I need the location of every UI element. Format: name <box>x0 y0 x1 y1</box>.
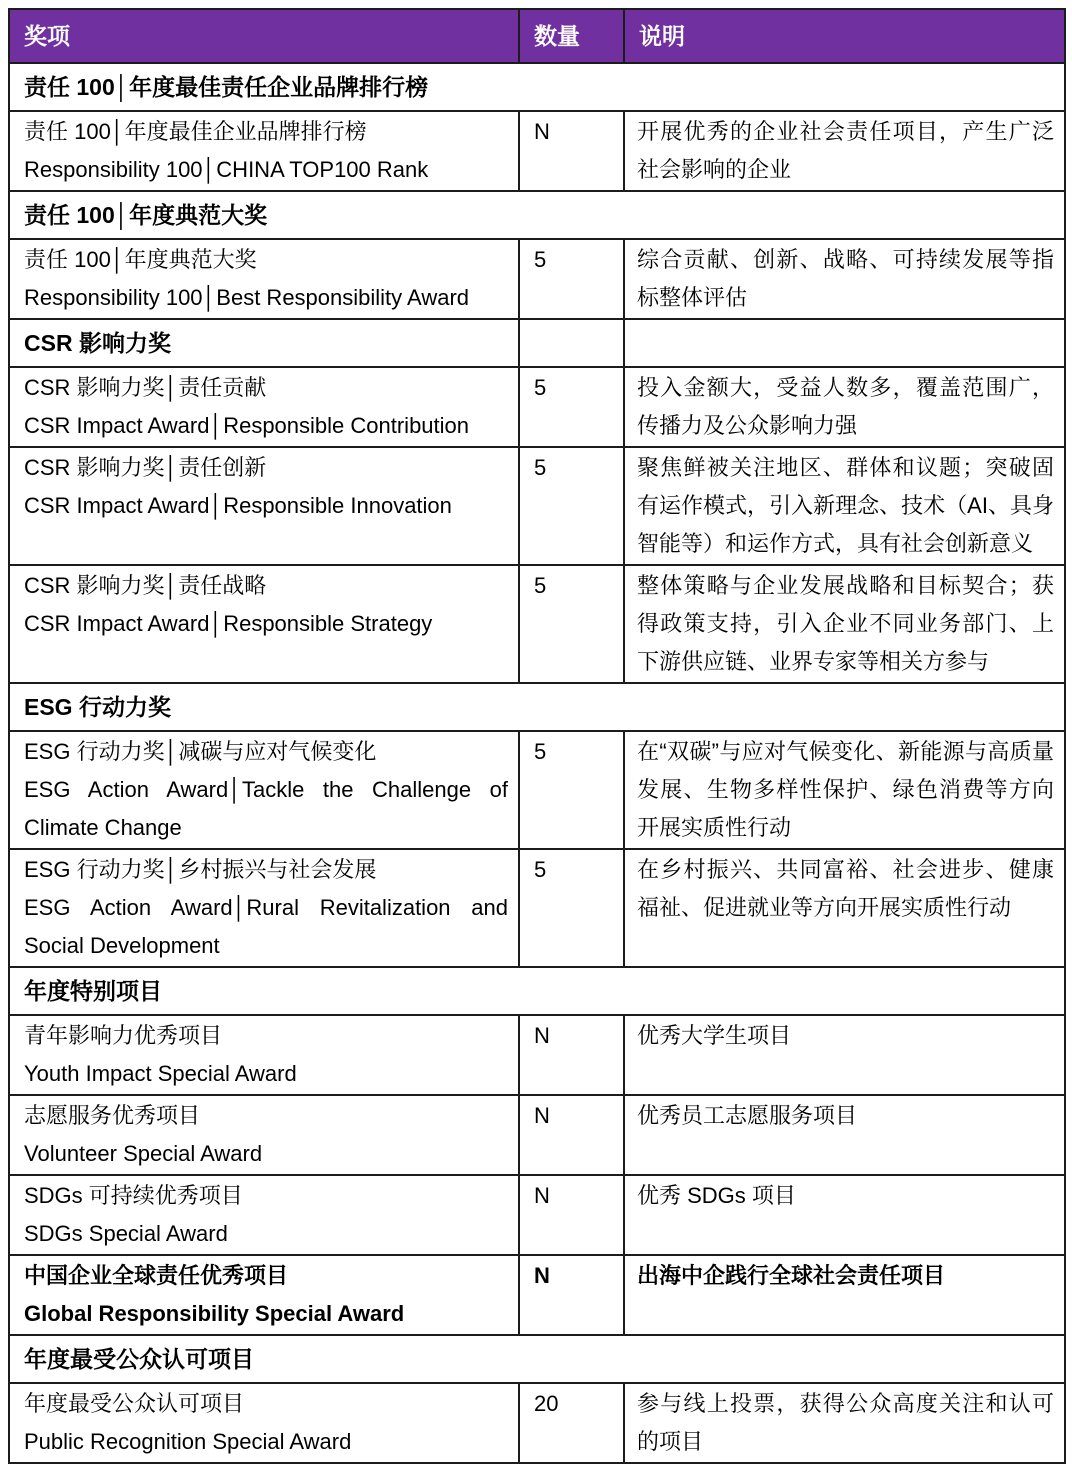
award-name-zh: CSR 影响力奖│责任创新 <box>24 455 267 480</box>
awards-table <box>8 8 1066 1464</box>
quantity-cell: 5 <box>519 239 624 319</box>
award-name-en: Responsibility 100│Best Responsibility Award <box>24 285 470 310</box>
quantity-cell: 5 <box>519 849 624 967</box>
award-name-en: Volunteer Special Award <box>24 1141 263 1166</box>
description-cell: 综合贡献、创新、战略、可持续发展等指标整体评估 <box>624 239 1065 319</box>
award-row <box>9 1255 1065 1335</box>
column-header-award: 奖项 <box>9 9 519 63</box>
award-row <box>9 447 1065 565</box>
section-row <box>9 683 1065 731</box>
section-row <box>9 63 1065 111</box>
award-name-zh: 志愿服务优秀项目 <box>24 1103 201 1128</box>
quantity-cell: 5 <box>519 447 624 565</box>
description-cell: 投入金额大，受益人数多，覆盖范围广，传播力及公众影响力强 <box>624 367 1065 447</box>
table-body <box>9 63 1065 1463</box>
description-cell: 聚焦鲜被关注地区、群体和议题；突破固有运作模式，引入新理念、技术（AI、具身智能等）和运作方式，具有社会创新意义 <box>624 447 1065 565</box>
award-name-zh: ESG 行动力奖│乡村振兴与社会发展 <box>24 857 377 882</box>
award-row <box>9 1095 1065 1175</box>
section-title: 年度特别项目 <box>9 967 1065 1015</box>
award-name-cell <box>9 731 519 849</box>
award-row <box>9 367 1065 447</box>
award-name-cell <box>9 239 519 319</box>
section-row <box>9 191 1065 239</box>
empty-cell <box>519 319 624 367</box>
award-row <box>9 1383 1065 1463</box>
section-title: 责任 100│年度最佳责任企业品牌排行榜 <box>9 63 1065 111</box>
description-cell: 出海中企践行全球社会责任项目 <box>624 1255 1065 1335</box>
section-title: ESG 行动力奖 <box>9 683 1065 731</box>
description-cell: 优秀 SDGs 项目 <box>624 1175 1065 1255</box>
award-name-en: Global Responsibility Special Award <box>24 1301 405 1326</box>
award-name-en: CSR Impact Award│Responsible Innovation <box>24 493 452 518</box>
award-row <box>9 239 1065 319</box>
award-name-zh: CSR 影响力奖│责任战略 <box>24 573 267 598</box>
column-header-quantity: 数量 <box>519 9 624 63</box>
award-name-en: Public Recognition Special Award <box>24 1429 352 1454</box>
award-name-zh: 责任 100│年度典范大奖 <box>24 247 257 272</box>
section-title: CSR 影响力奖 <box>9 319 519 367</box>
quantity-cell: N <box>519 1255 624 1335</box>
quantity-cell: N <box>519 1175 624 1255</box>
award-name-cell <box>9 849 519 967</box>
quantity-cell: N <box>519 111 624 191</box>
award-name-en: Youth Impact Special Award <box>24 1061 297 1086</box>
award-row <box>9 111 1065 191</box>
quantity-cell: 5 <box>519 565 624 683</box>
award-name-zh: ESG 行动力奖│减碳与应对气候变化 <box>24 739 377 764</box>
section-title: 责任 100│年度典范大奖 <box>9 191 1065 239</box>
award-name-zh: 中国企业全球责任优秀项目 <box>24 1263 289 1288</box>
quantity-cell: 5 <box>519 731 624 849</box>
award-row <box>9 849 1065 967</box>
award-name-cell <box>9 367 519 447</box>
award-row <box>9 1015 1065 1095</box>
award-name-cell <box>9 111 519 191</box>
description-cell: 优秀大学生项目 <box>624 1015 1065 1095</box>
award-name-cell <box>9 1383 519 1463</box>
column-header-description: 说明 <box>624 9 1065 63</box>
section-row <box>9 319 1065 367</box>
description-cell: 优秀员工志愿服务项目 <box>624 1095 1065 1175</box>
award-row <box>9 1175 1065 1255</box>
award-name-en: CSR Impact Award│Responsible Contribution <box>24 413 470 438</box>
section-title: 年度最受公众认可项目 <box>9 1335 1065 1383</box>
award-name-en: SDGs Special Award <box>24 1221 228 1246</box>
award-name-zh: 年度最受公众认可项目 <box>24 1391 245 1416</box>
description-cell: 整体策略与企业发展战略和目标契合；获得政策支持，引入企业不同业务部门、上下游供应链、业界专家等相关方参与 <box>624 565 1065 683</box>
award-name-en: ESG Action Award│Rural Revitalization and Social Development <box>24 895 508 958</box>
award-row <box>9 731 1065 849</box>
award-name-cell <box>9 565 519 683</box>
award-name-cell <box>9 1255 519 1335</box>
award-name-zh: CSR 影响力奖│责任贡献 <box>24 375 267 400</box>
award-name-cell <box>9 1095 519 1175</box>
award-name-zh: SDGs 可持续优秀项目 <box>24 1183 243 1208</box>
description-cell: 开展优秀的企业社会责任项目，产生广泛社会影响的企业 <box>624 111 1065 191</box>
empty-cell <box>624 319 1065 367</box>
table-header-row <box>9 9 1065 63</box>
description-cell: 参与线上投票，获得公众高度关注和认可的项目 <box>624 1383 1065 1463</box>
award-name-en: Responsibility 100│CHINA TOP100 Rank <box>24 157 429 182</box>
section-row <box>9 1335 1065 1383</box>
quantity-cell: N <box>519 1095 624 1175</box>
description-cell: 在“双碳”与应对气候变化、新能源与高质量发展、生物多样性保护、绿色消费等方向开展实质性行动 <box>624 731 1065 849</box>
award-name-cell <box>9 1175 519 1255</box>
quantity-cell: 5 <box>519 367 624 447</box>
award-row <box>9 565 1065 683</box>
description-cell: 在乡村振兴、共同富裕、社会进步、健康福祉、促进就业等方向开展实质性行动 <box>624 849 1065 967</box>
section-row <box>9 967 1065 1015</box>
award-name-cell <box>9 1015 519 1095</box>
award-name-zh: 青年影响力优秀项目 <box>24 1023 223 1048</box>
quantity-cell: N <box>519 1015 624 1095</box>
award-name-en: CSR Impact Award│Responsible Strategy <box>24 611 433 636</box>
award-name-en: ESG Action Award│Tackle the Challenge of Climate Change <box>24 777 508 840</box>
award-name-cell <box>9 447 519 565</box>
award-name-zh: 责任 100│年度最佳企业品牌排行榜 <box>24 119 367 144</box>
quantity-cell: 20 <box>519 1383 624 1463</box>
